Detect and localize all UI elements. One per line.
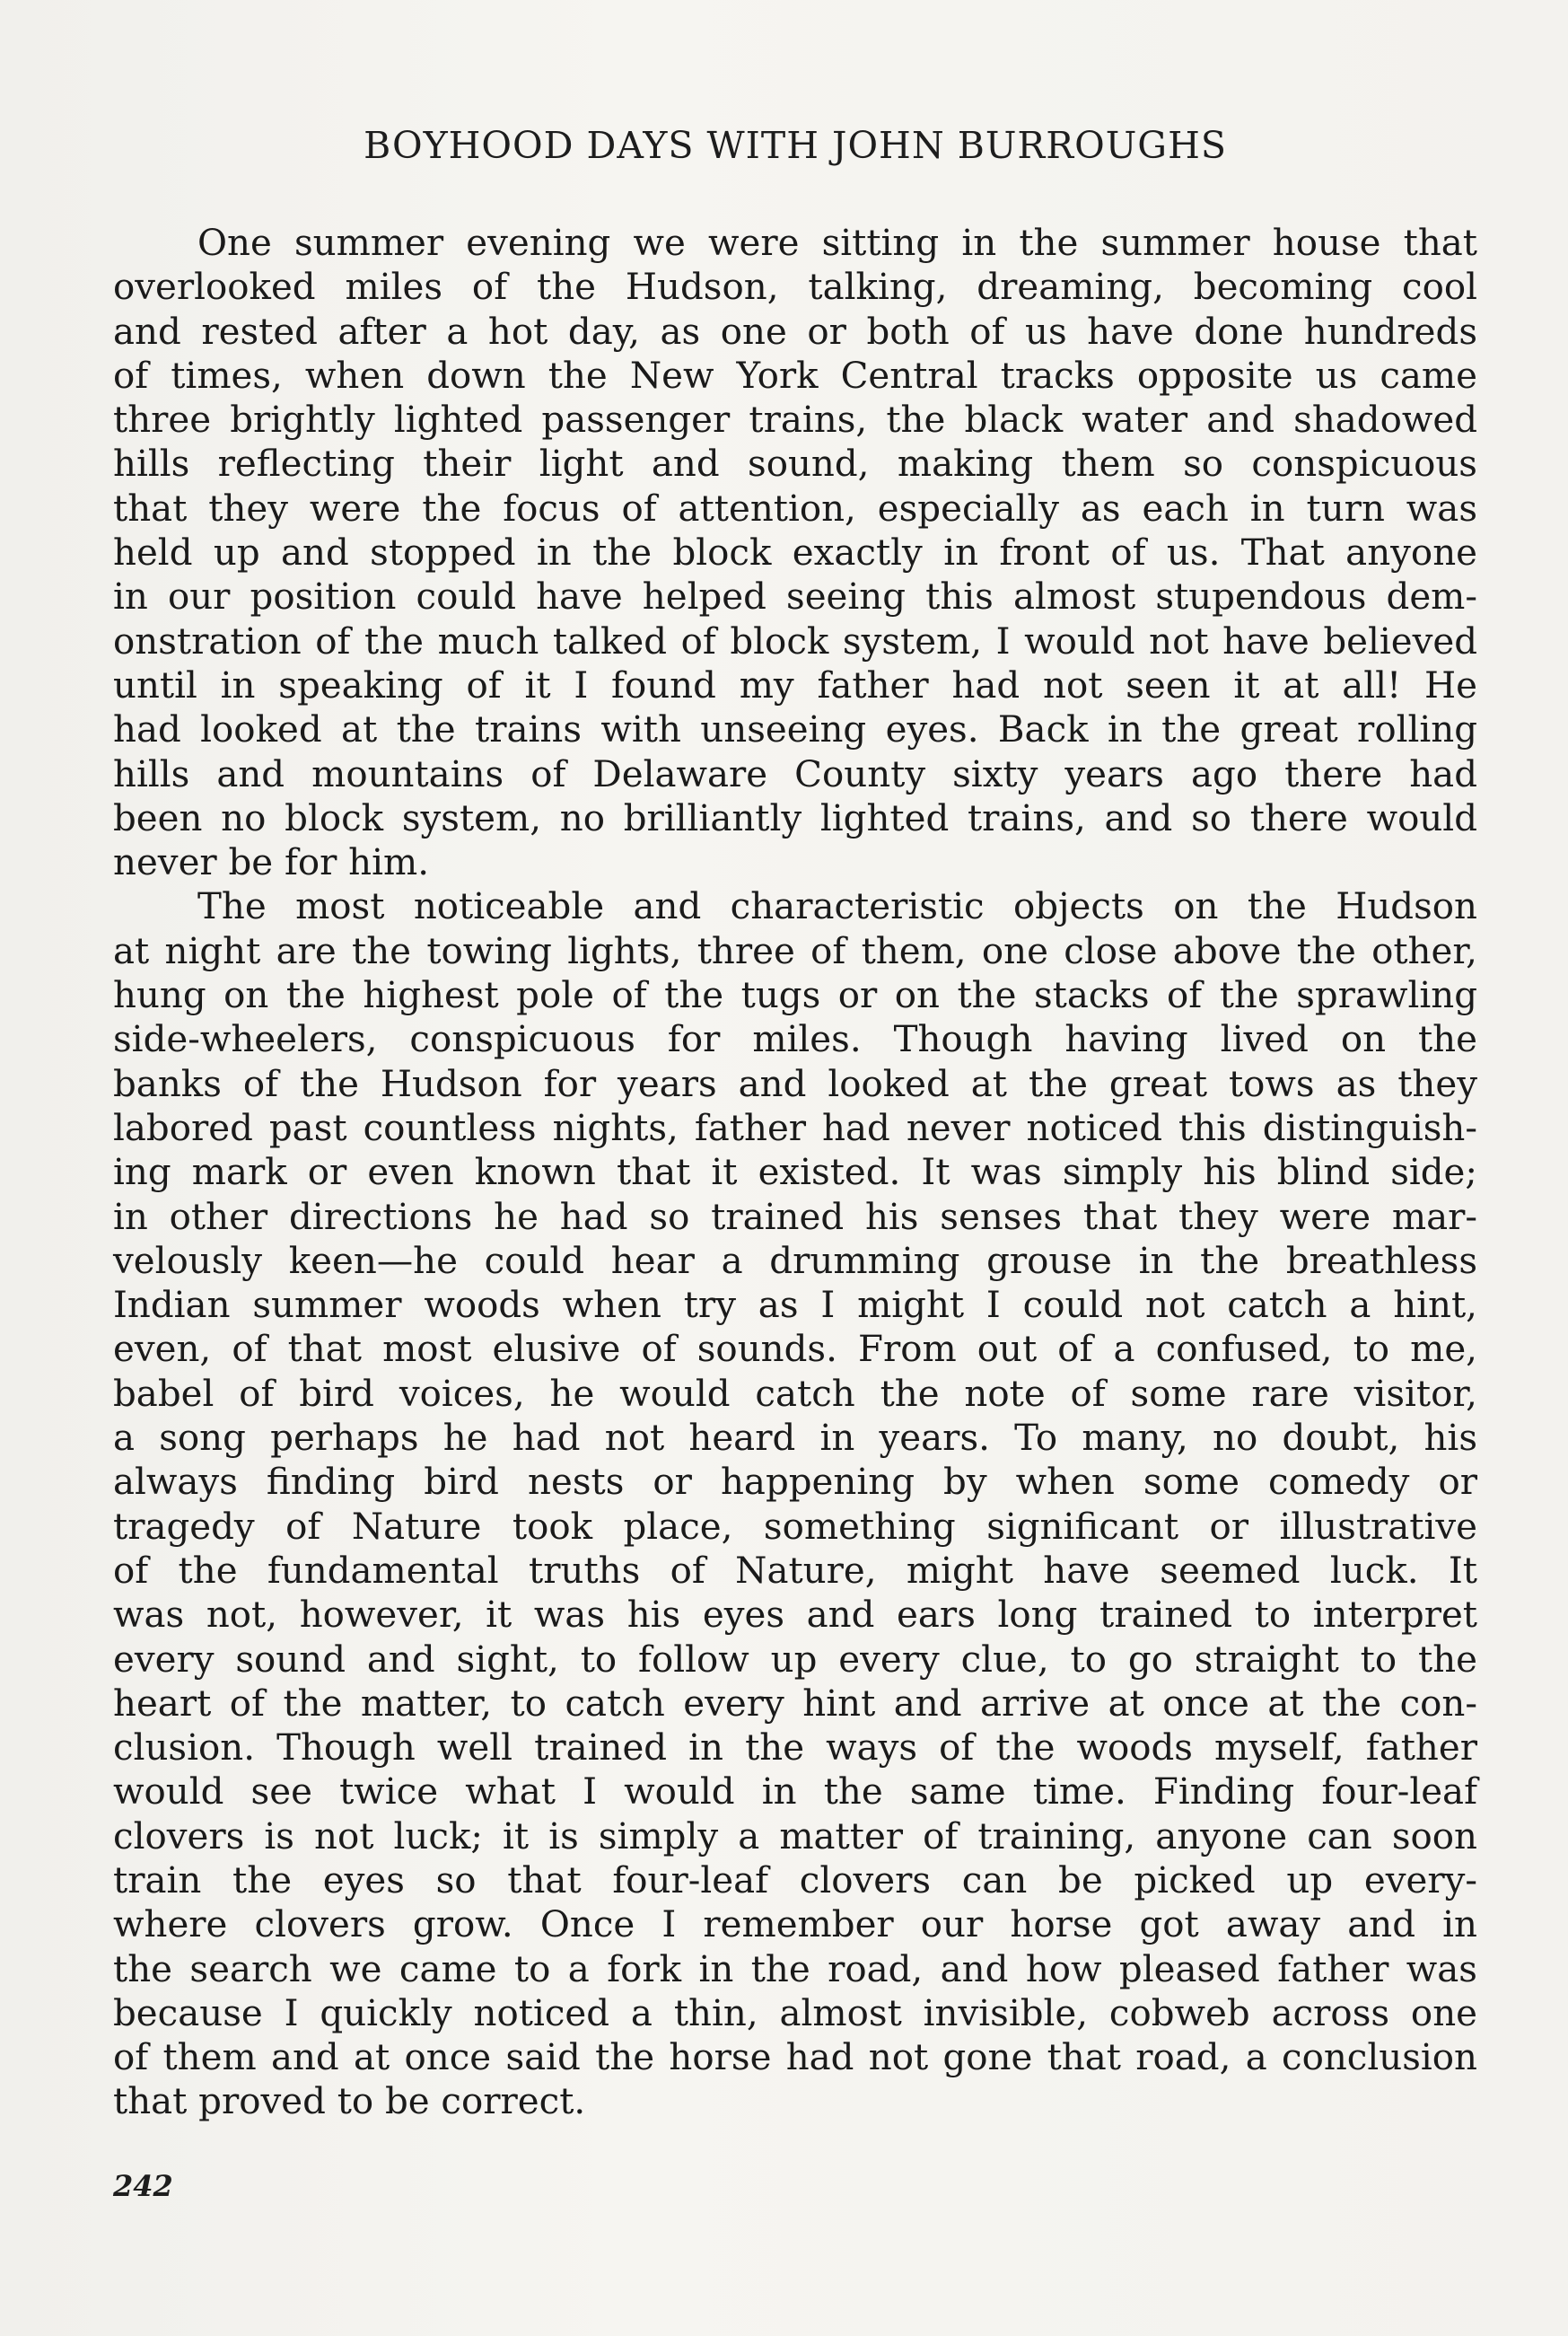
text-line: until in speaking of it I found my father had not seen it at all! He — [113, 663, 1477, 707]
text-line: One summer evening we were sitting in the summer house that — [197, 222, 1477, 264]
text-line: been no block system, no brilliantly lighted trains, and so there would — [113, 796, 1477, 839]
text-line: velously keen—he could hear a drumming grouse in the breathless — [113, 1239, 1477, 1282]
text-line: was not, however, it was his eyes and ears long trained to interpret — [113, 1594, 1477, 1637]
text-line: never be for him. — [113, 841, 430, 884]
paragraph-2 — [113, 884, 1477, 2123]
text-line: every sound and sight, to follow up every clue, to go straight to the — [113, 1638, 1477, 1681]
text-line: banks of the Hudson for years and looked at the great tows as they — [113, 1062, 1477, 1105]
text-line: labored past countless nights, father had never noticed this distinguish- — [113, 1106, 1477, 1149]
text-line: at night are the towing lights, three of them, one close above the other, — [113, 929, 1477, 972]
body-text — [113, 221, 1477, 2124]
text-line: held up and stopped in the block exactly in front of us. That anyone — [113, 531, 1477, 575]
text-line: heart of the matter, to catch every hint and arrive at once at the con- — [113, 1682, 1477, 1725]
text-line: tragedy of Nature took place, something significant or illustrative — [113, 1505, 1477, 1548]
text-line: that proved to be correct. — [113, 2080, 586, 2123]
text-line: where clovers grow. Once I remember our horse got away and in — [113, 1903, 1477, 1946]
paragraph-1 — [113, 221, 1477, 884]
text-line: the search we came to a fork in the road, and how pleased father was — [113, 1947, 1477, 1990]
text-line: clovers is not luck; it is simply a matter of training, anyone can soon — [113, 1814, 1477, 1857]
text-line: a song perhaps he had not heard in years. To many, no doubt, his — [113, 1417, 1477, 1460]
text-line: three brightly lighted passenger trains, the black water and shadowed — [113, 399, 1477, 442]
text-line: train the eyes so that four-leaf clovers can be picked up every- — [113, 1858, 1477, 1901]
text-line: hung on the highest pole of the tugs or on the stacks of the sprawling — [113, 974, 1477, 1017]
text-line: in our position could have helped seeing this almost stupendous dem- — [113, 575, 1477, 619]
text-line: would see twice what I would in the same time. Finding four-leaf — [113, 1770, 1477, 1813]
text-line: clusion. Though well trained in the ways of the woods myself, father — [113, 1726, 1477, 1770]
text-line: had looked at the trains with unseeing eyes. Back in the great rolling — [113, 708, 1477, 751]
page-number: 242 — [113, 2169, 173, 2203]
text-line: in other directions he had so trained his senses that they were mar- — [113, 1195, 1477, 1238]
text-line: of times, when down the New York Central tracks opposite us came — [113, 354, 1477, 397]
text-line: of the fundamental truths of Nature, might have seemed luck. It — [113, 1549, 1477, 1592]
text-line: side-wheelers, conspicuous for miles. Though having lived on the — [113, 1018, 1477, 1061]
text-line: because I quickly noticed a thin, almost invisible, cobweb across one — [113, 1991, 1477, 2034]
text-line: and rested after a hot day, as one or both of us have done hundreds — [113, 310, 1477, 353]
text-line: of them and at once said the horse had not gone that road, a conclusion — [113, 2036, 1477, 2079]
text-line: ing mark or even known that it existed. It was simply his blind side; — [113, 1151, 1477, 1194]
running-head: BOYHOOD DAYS WITH JOHN BURROUGHS — [364, 124, 1227, 167]
text-line: always finding bird nests or happening by when some comedy or — [113, 1461, 1477, 1504]
text-line: that they were the focus of attention, especially as each in turn was — [113, 487, 1477, 530]
text-line: Indian summer woods when try as I might I could not catch a hint, — [113, 1284, 1477, 1327]
text-line: onstration of the much talked of block system, I would not have believed — [113, 619, 1477, 663]
text-line: hills and mountains of Delaware County sixty years ago there had — [113, 752, 1477, 795]
text-line: The most noticeable and characteristic objects on the Hudson — [197, 885, 1477, 928]
text-line: hills reflecting their light and sound, making them so conspicuous — [113, 443, 1477, 486]
text-line: overlooked miles of the Hudson, talking, dreaming, becoming cool — [113, 266, 1477, 309]
text-line: even, of that most elusive of sounds. From out of a confused, to me, — [113, 1328, 1477, 1371]
text-line: babel of bird voices, he would catch the note of some rare visitor, — [113, 1372, 1477, 1415]
